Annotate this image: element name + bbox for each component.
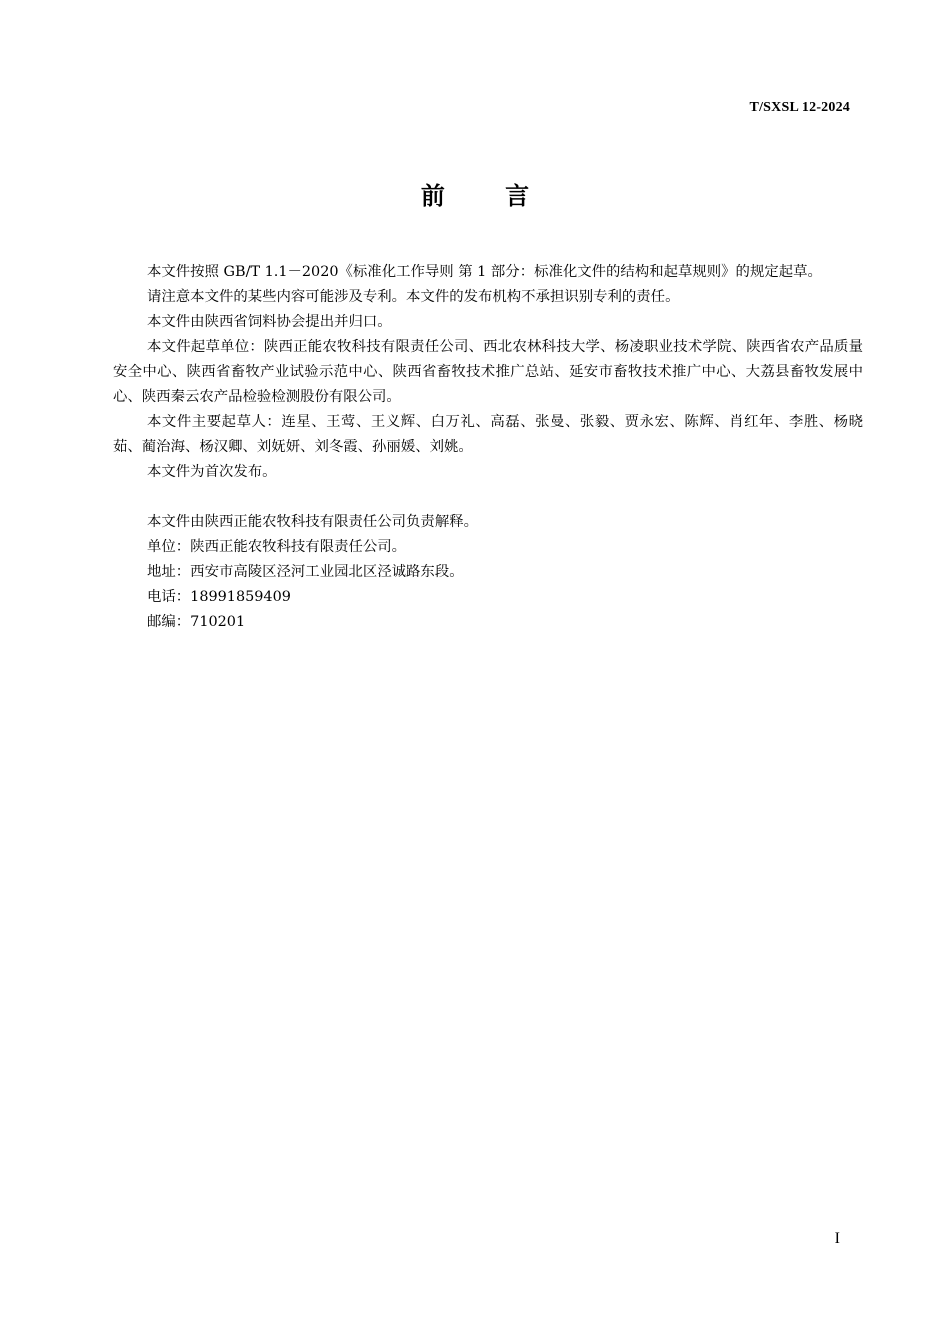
- paragraph-drafters: 本文件主要起草人：连星、王莺、王义辉、白万礼、高磊、张曼、张毅、贾永宏、陈辉、肖红年、李胜、杨晓茹、蔺治海、杨汉卿、刘妩妍、刘冬霞、孙丽媛、刘姚。: [113, 414, 863, 455]
- section-spacer: [113, 485, 863, 510]
- paragraph-drafting-units: 本文件起草单位：陕西正能农牧科技有限责任公司、西北农林科技大学、杨凌职业技术学院、陕西省农产品质量安全中心、陕西省畜牧产业试验示范中心、陕西省畜牧技术推广总站、延安市畜牧技术推广中心、大荔县畜牧发展中心、陕西秦云农产品检验检测股份有限公司。: [113, 339, 863, 405]
- contact-unit: 单位：陕西正能农牧科技有限责任公司。: [147, 539, 407, 555]
- paragraph-patent-notice: 请注意本文件的某些内容可能涉及专利。本文件的发布机构不承担识别专利的责任。: [147, 289, 680, 305]
- paragraph-proposer: 本文件由陕西省饲料协会提出并归口。: [147, 314, 392, 330]
- paragraph-first-release: 本文件为首次发布。: [147, 464, 277, 480]
- standard-code: T/SXSL 12-2024: [749, 100, 850, 115]
- contact-phone: 电话：18991859409: [147, 589, 291, 605]
- page-title: 前 言: [420, 182, 556, 210]
- contact-address: 地址：西安市高陵区泾河工业园北区泾诚路东段。: [147, 564, 464, 580]
- contact-interpretation: 本文件由陕西正能农牧科技有限责任公司负责解释。: [147, 514, 478, 530]
- foreword-body: [113, 260, 863, 635]
- contact-postcode: 邮编：710201: [147, 614, 246, 630]
- paragraph-drafting-basis: 本文件按照 GB/T 1.1－2020《标准化工作导则 第 1 部分：标准化文件的结构和起草规则》的规定起草。: [147, 264, 822, 280]
- page-number: I: [834, 1230, 840, 1247]
